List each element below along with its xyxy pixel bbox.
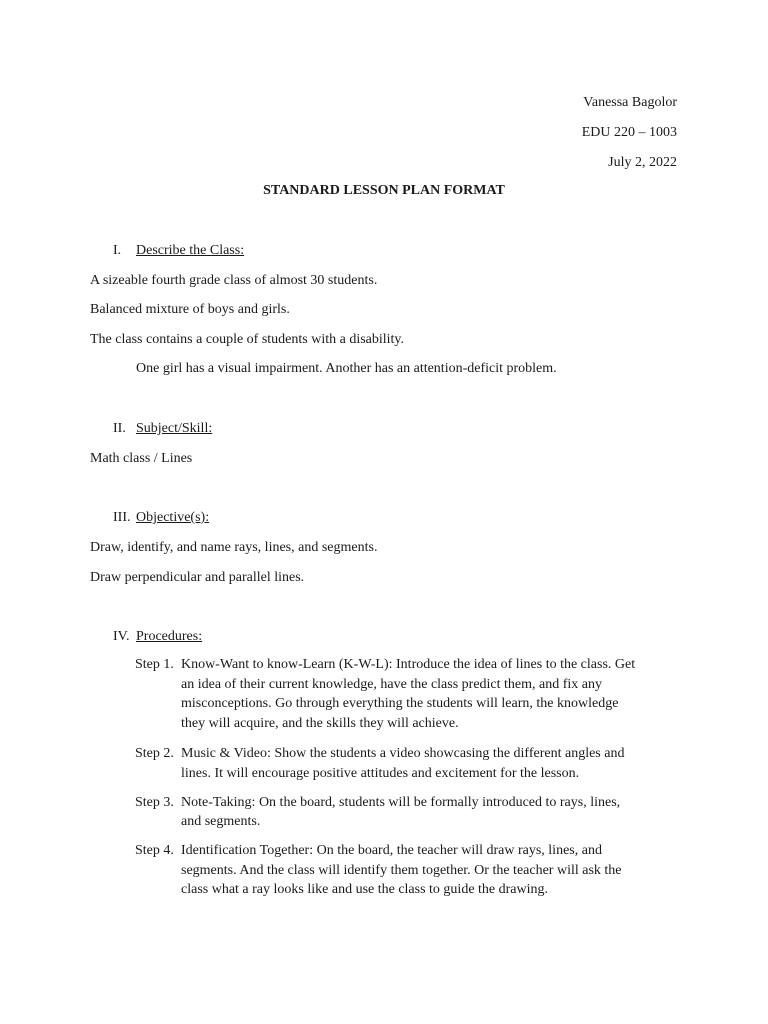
step-text-line: Identification Together: On the board, the teacher will draw rays, lines, and — [181, 843, 602, 858]
subject-line: Math class / Lines — [90, 451, 193, 466]
step-text-line: and segments. — [181, 814, 261, 829]
author-name: Vanessa Bagolor — [583, 95, 677, 110]
class-description-line: A sizeable fourth grade class of almost 30 students. — [90, 273, 378, 288]
page-title: STANDARD LESSON PLAN FORMAT — [263, 183, 505, 198]
class-description-line: The class contains a couple of students with a disability. — [90, 332, 405, 347]
step-text-line: segments. And the class will identify them together. Or the teacher will ask the — [181, 863, 622, 878]
section-numeral: I. — [113, 243, 122, 258]
step-text-line: they will acquire, and the skills they will achieve. — [181, 716, 459, 731]
step-label: Step 1. — [135, 657, 174, 672]
section-heading: Subject/Skill: — [136, 421, 213, 436]
step-text-line: Note-Taking: On the board, students will be formally introduced to rays, lines, — [181, 795, 621, 810]
step-text-line: misconceptions. Go through everything the students will learn, the knowledge — [181, 696, 619, 711]
step-text-line: lines. It will encourage positive attitudes and excitement for the lesson. — [181, 766, 580, 781]
step-label: Step 2. — [135, 746, 174, 761]
section-heading: Describe the Class: — [136, 243, 245, 258]
section-numeral: III. — [113, 510, 131, 525]
course-code: EDU 220 – 1003 — [581, 125, 677, 140]
step-text-line: Music & Video: Show the students a video showcasing the different angles and — [181, 746, 625, 761]
class-description-line: Balanced mixture of boys and girls. — [90, 302, 290, 317]
step-text-line: Know-Want to know-Learn (K-W-L): Introduce the idea of lines to the class. Get — [181, 657, 636, 672]
section-heading: Objective(s): — [136, 510, 210, 525]
objective-line: Draw, identify, and name rays, lines, and segments. — [90, 540, 378, 555]
class-description-line: One girl has a visual impairment. Another has an attention-deficit problem. — [136, 361, 557, 376]
section-numeral: II. — [113, 421, 126, 436]
step-label: Step 3. — [135, 795, 174, 810]
step-label: Step 4. — [135, 843, 174, 858]
step-text-line: class what a ray looks like and use the class to guide the drawing. — [181, 882, 549, 897]
document-date: July 2, 2022 — [608, 155, 677, 170]
objective-line: Draw perpendicular and parallel lines. — [90, 570, 305, 585]
section-heading: Procedures: — [136, 629, 203, 644]
step-text-line: an idea of their current knowledge, have the class predict them, and fix any — [181, 677, 603, 692]
section-numeral: IV. — [113, 629, 130, 644]
